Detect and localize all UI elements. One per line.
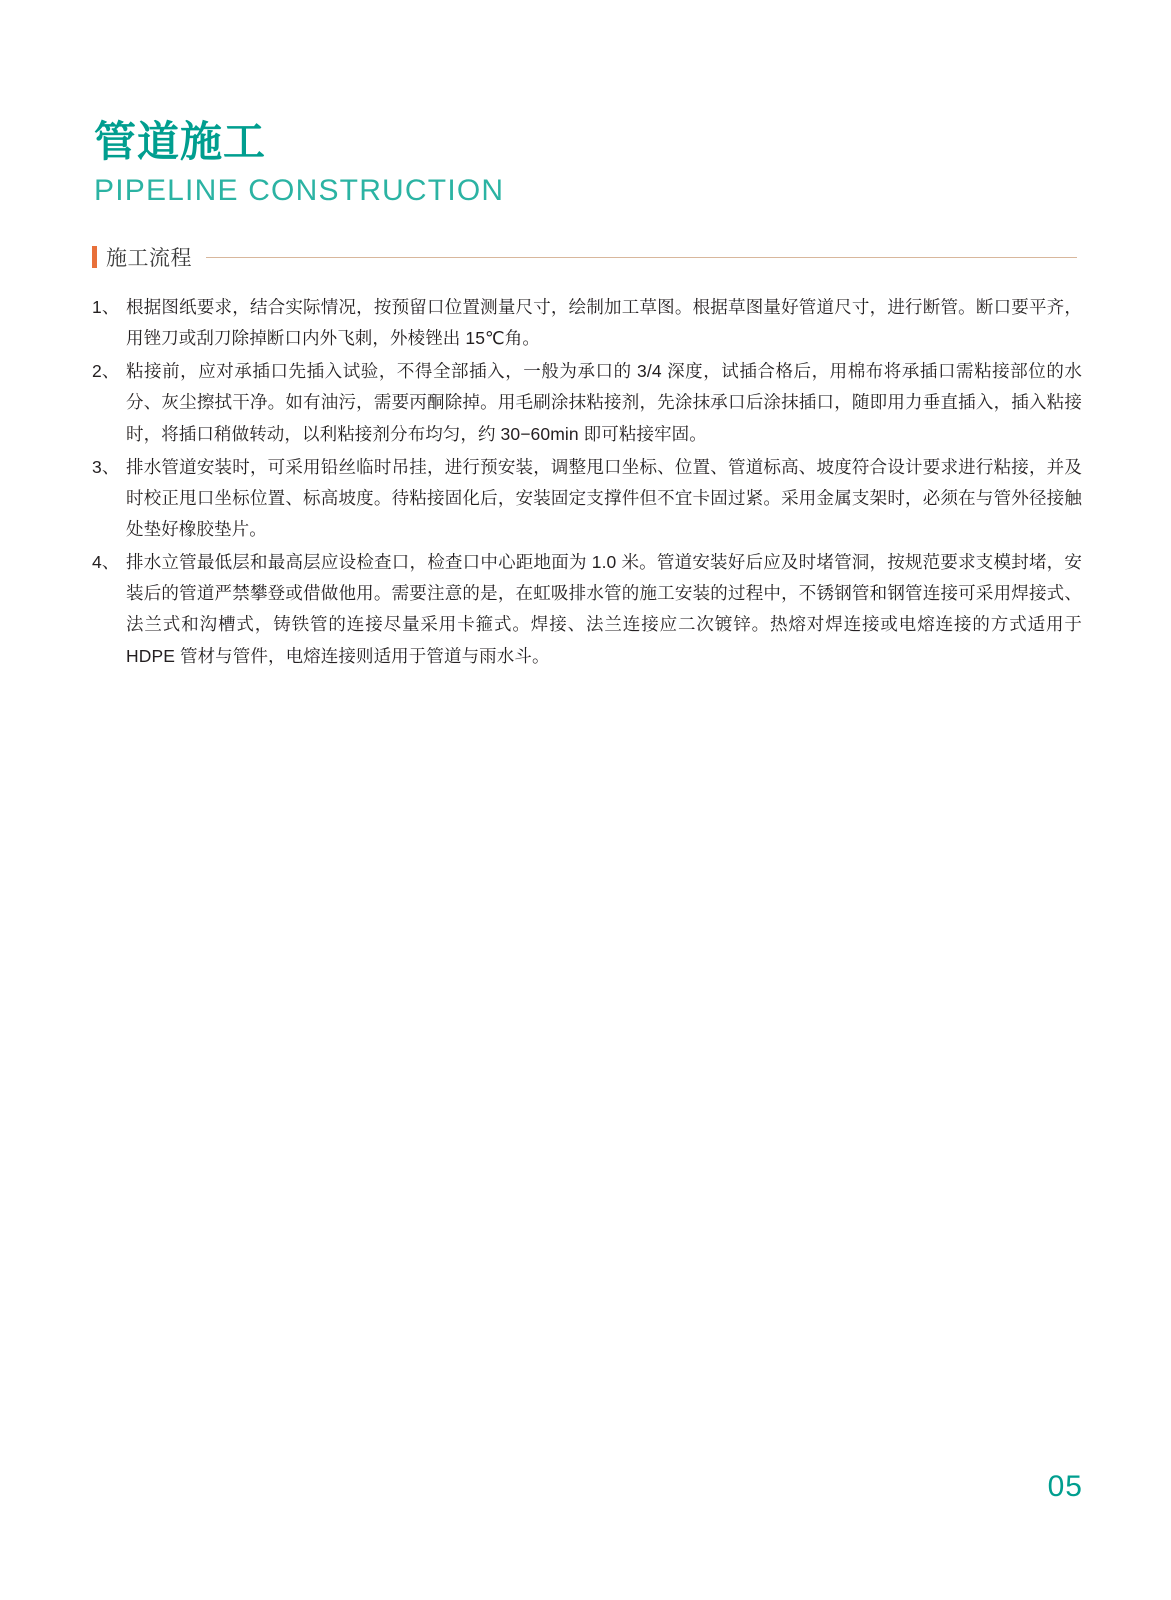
section-heading [92, 242, 1077, 272]
list-item-number: 2、 [92, 361, 120, 382]
list-item-text: 根据图纸要求，结合实际情况，按预留口位置测量尺寸，绘制加工草图。根据草图量好管道尺寸，进行断管。断口要平齐，用锉刀或刮刀除掉断口内外飞刺，外棱锉出 15℃角。 [126, 297, 1082, 349]
list-item-text: 排水管道安装时，可采用铅丝临时吊挂，进行预安装，调整甩口坐标、位置、管道标高、坡度符合设计要求进行粘接，并及时校正甩口坐标位置、标高坡度。待粘接固化后，安装固定支撑件但不宜卡固过紧。采用金属支架时，必须在与管外径接触处垫好橡胶垫片。 [126, 456, 1082, 539]
list-item-text: 粘接前，应对承插口先插入试验，不得全部插入，一般为承口的 3/4 深度，试插合格后，用棉布将承插口需粘接部位的水分、灰尘擦拭干净。如有油污，需要丙酮除掉。用毛刷涂抹粘接剂，先涂抹承口后涂抹插口，随即用力垂直插入，插入粘接时，将插口稍做转动，以利粘接剂分布均匀，约 30−60min 即可粘接牢固。 [126, 361, 1082, 444]
list-item [92, 547, 1082, 672]
page-title-english: PIPELINE CONSTRUCTION [94, 174, 505, 208]
page-number: 05 [1047, 1470, 1083, 1503]
process-step-list [92, 292, 1082, 674]
page-header [94, 118, 1074, 210]
list-item-number: 4、 [92, 552, 120, 573]
page-title-chinese: 管道施工 [94, 118, 267, 165]
list-item [92, 292, 1082, 354]
list-item-text: 排水立管最低层和最高层应设检查口，检查口中心距地面为 1.0 米。管道安装好后应及时堵管洞，按规范要求支模封堵，安装后的管道严禁攀登或借做他用。需要注意的是，在虹吸排水管的施工安装的过程中，不锈钢管和钢管连接可采用焊接式、法兰式和沟槽式，铸铁管的连接尽量采用卡箍式。焊接、法兰连接应二次镀锌。热熔对焊连接或电熔连接的方式适用于 HDPE 管材与管件，电熔连接则适用于管道与雨水斗。 [126, 552, 1082, 666]
section-accent-bar [92, 246, 97, 268]
section-heading-label: 施工流程 [106, 247, 192, 270]
list-item-number: 1、 [92, 297, 120, 317]
list-item-number: 3、 [92, 456, 120, 477]
list-item [92, 452, 1082, 545]
section-divider-line [206, 257, 1077, 258]
list-item [92, 356, 1082, 449]
